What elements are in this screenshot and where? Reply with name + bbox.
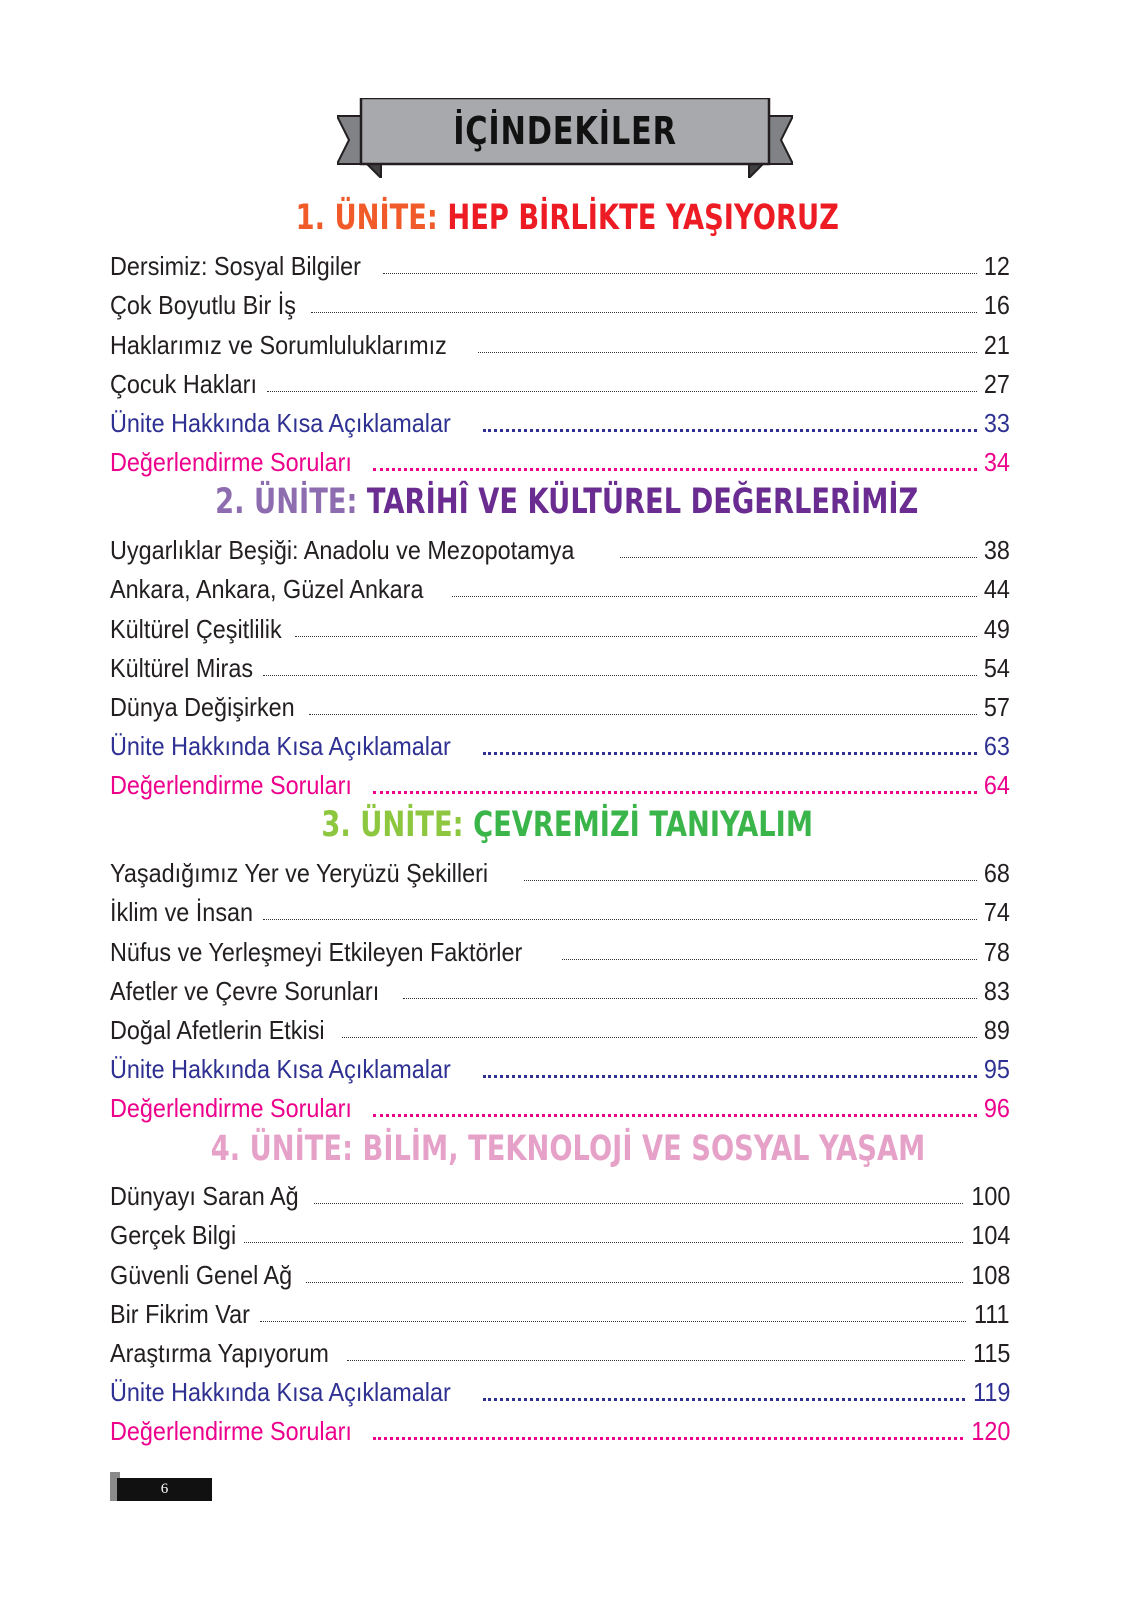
entry-page: 120 — [970, 1416, 1010, 1447]
toc-list-unit-1 — [110, 242, 1010, 477]
toc-entry[interactable] — [110, 320, 1010, 359]
entry-page: 83 — [983, 975, 1010, 1006]
entry-label: Afetler ve Çevre Sorunları — [110, 975, 380, 1006]
entry-page: 63 — [983, 731, 1010, 762]
dot-leader — [403, 997, 977, 999]
entry-page: 64 — [983, 770, 1010, 801]
entry-label: Ünite Hakkında Kısa Açıklamalar — [110, 1054, 451, 1085]
entry-page: 89 — [983, 1014, 1010, 1045]
entry-label: Dersimiz: Sosyal Bilgiler — [110, 251, 361, 282]
entry-page: 27 — [983, 368, 1010, 399]
entry-page: 96 — [983, 1093, 1010, 1124]
entry-page: 100 — [970, 1181, 1010, 1212]
entry-label: Haklarımız ve Sorumluluklarımız — [110, 329, 447, 360]
entry-label: Değerlendirme Soruları — [110, 1093, 352, 1124]
dot-leader — [342, 1036, 977, 1038]
toc-entry-summary[interactable] — [110, 399, 1010, 438]
unit-number: 2. ÜNİTE: — [215, 482, 358, 522]
page-title: İÇİNDEKİLER — [453, 109, 677, 153]
entry-page: 78 — [983, 936, 1010, 967]
entry-label: Dünyayı Saran Ağ — [110, 1181, 299, 1212]
unit-title: TARİHÎ VE KÜLTÜREL DEĞERLERİMİZ — [367, 482, 919, 522]
entry-page: 38 — [983, 535, 1010, 566]
dot-leader — [309, 713, 977, 715]
toc-entry[interactable] — [110, 1290, 1010, 1329]
entry-page: 111 — [974, 1298, 1010, 1329]
toc-entry[interactable] — [110, 360, 1010, 399]
unit-heading-1 — [110, 196, 1024, 240]
entry-page: 115 — [972, 1337, 1010, 1368]
toc-entry[interactable] — [110, 281, 1010, 320]
toc-entry-assessment[interactable] — [110, 438, 1010, 477]
toc-entry[interactable] — [110, 1006, 1010, 1045]
entry-page: 119 — [972, 1377, 1010, 1408]
toc-entry-summary[interactable] — [110, 1045, 1010, 1084]
toc-entry[interactable] — [110, 888, 1010, 927]
dot-leader — [373, 467, 977, 471]
entry-label: Araştırma Yapıyorum — [110, 1337, 329, 1368]
entry-label: Dünya Değişirken — [110, 691, 295, 722]
dot-leader — [483, 1074, 977, 1078]
unit-heading-3 — [110, 803, 1024, 847]
entry-page: 57 — [983, 691, 1010, 722]
entry-label: Gerçek Bilgi — [110, 1220, 237, 1251]
dot-leader — [306, 1281, 962, 1283]
dot-leader — [244, 1241, 962, 1243]
dot-leader — [263, 674, 977, 676]
entry-page: 34 — [983, 447, 1010, 478]
unit-heading-2 — [110, 480, 1024, 524]
entry-page: 33 — [983, 407, 1010, 438]
entry-page: 21 — [983, 329, 1010, 360]
dot-leader — [483, 1397, 965, 1401]
entry-label: Çok Boyutlu Bir İş — [110, 290, 296, 321]
dot-leader — [314, 1202, 963, 1204]
toc-list-unit-2 — [110, 526, 1010, 800]
dot-leader — [524, 879, 977, 881]
entry-page: 16 — [983, 290, 1010, 321]
dot-leader — [263, 918, 977, 920]
dot-leader — [478, 351, 977, 353]
entry-page: 68 — [983, 858, 1010, 889]
entry-page: 104 — [970, 1220, 1010, 1251]
entry-label: Doğal Afetlerin Etkisi — [110, 1014, 325, 1045]
entry-page: 74 — [983, 897, 1010, 928]
dot-leader — [452, 595, 977, 597]
entry-page: 54 — [983, 652, 1010, 683]
entry-label: Bir Fikrim Var — [110, 1298, 250, 1329]
toc-entry[interactable] — [110, 967, 1010, 1006]
entry-label: Çocuk Hakları — [110, 368, 257, 399]
dot-leader — [311, 311, 977, 313]
unit-number: 1. ÜNİTE: — [295, 198, 438, 238]
toc-entry-summary[interactable] — [110, 722, 1010, 761]
entry-label: Değerlendirme Soruları — [110, 770, 352, 801]
entry-page: 44 — [983, 574, 1010, 605]
toc-list-unit-4 — [110, 1172, 1010, 1446]
entry-label: Değerlendirme Soruları — [110, 447, 352, 478]
entry-label: Ünite Hakkında Kısa Açıklamalar — [110, 407, 451, 438]
unit-title: HEP BİRLİKTE YAŞIYORUZ — [447, 198, 839, 238]
toc-entry[interactable] — [110, 683, 1010, 722]
toc-entry[interactable] — [110, 1250, 1010, 1289]
entry-label: İklim ve İnsan — [110, 897, 254, 928]
page-number: 6 — [117, 1478, 212, 1501]
dot-leader — [483, 428, 977, 432]
entry-page: 108 — [970, 1259, 1010, 1290]
dot-leader — [562, 958, 977, 960]
toc-entry[interactable] — [110, 242, 1010, 281]
toc-entry[interactable] — [110, 526, 1010, 565]
toc-entry-assessment[interactable] — [110, 1407, 1010, 1446]
toc-entry-assessment[interactable] — [110, 1084, 1010, 1123]
entry-label: Yaşadığımız Yer ve Yeryüzü Şekilleri — [110, 858, 489, 889]
entry-label: Kültürel Miras — [110, 652, 254, 683]
dot-leader — [373, 790, 977, 794]
title-ribbon — [337, 98, 793, 178]
dot-leader — [260, 1320, 967, 1322]
entry-label: Uygarlıklar Beşiği: Anadolu ve Mezopotamya — [110, 535, 575, 566]
dot-leader — [620, 556, 977, 558]
dot-leader — [373, 1113, 977, 1117]
toc-entry[interactable] — [110, 565, 1010, 604]
dot-leader — [483, 751, 977, 755]
toc-entry[interactable] — [110, 1211, 1010, 1250]
toc-entry-assessment[interactable] — [110, 761, 1010, 800]
unit-title: BİLİM, TEKNOLOJİ VE SOSYAL YAŞAM — [362, 1129, 926, 1169]
unit-number: 4. ÜNİTE: — [210, 1129, 354, 1169]
dot-leader — [267, 390, 977, 392]
entry-page: 12 — [983, 251, 1010, 282]
toc-entry-summary[interactable] — [110, 1368, 1010, 1407]
toc-entry[interactable] — [110, 644, 1010, 683]
dot-leader — [373, 1436, 963, 1440]
entry-label: Ünite Hakkında Kısa Açıklamalar — [110, 731, 451, 762]
dot-leader — [383, 272, 977, 274]
toc-entry[interactable] — [110, 927, 1010, 966]
unit-heading-4 — [110, 1127, 1024, 1171]
dot-leader — [295, 635, 977, 637]
toc-entry[interactable] — [110, 604, 1010, 643]
toc-entry[interactable] — [110, 1329, 1010, 1368]
entry-label: Ünite Hakkında Kısa Açıklamalar — [110, 1377, 451, 1408]
entry-label: Ankara, Ankara, Güzel Ankara — [110, 574, 424, 605]
entry-page: 95 — [983, 1054, 1010, 1085]
entry-label: Değerlendirme Soruları — [110, 1416, 352, 1447]
toc-entry[interactable] — [110, 1172, 1010, 1211]
unit-number: 3. ÜNİTE: — [321, 805, 464, 845]
entry-label: Nüfus ve Yerleşmeyi Etkileyen Faktörler — [110, 936, 523, 967]
entry-label: Güvenli Genel Ağ — [110, 1259, 293, 1290]
toc-entry[interactable] — [110, 849, 1010, 888]
entry-label: Kültürel Çeşitlilik — [110, 613, 282, 644]
entry-page: 49 — [983, 613, 1010, 644]
dot-leader — [347, 1359, 964, 1361]
toc-list-unit-3 — [110, 849, 1010, 1123]
unit-title: ÇEVREMİZİ TANIYALIM — [472, 805, 813, 845]
